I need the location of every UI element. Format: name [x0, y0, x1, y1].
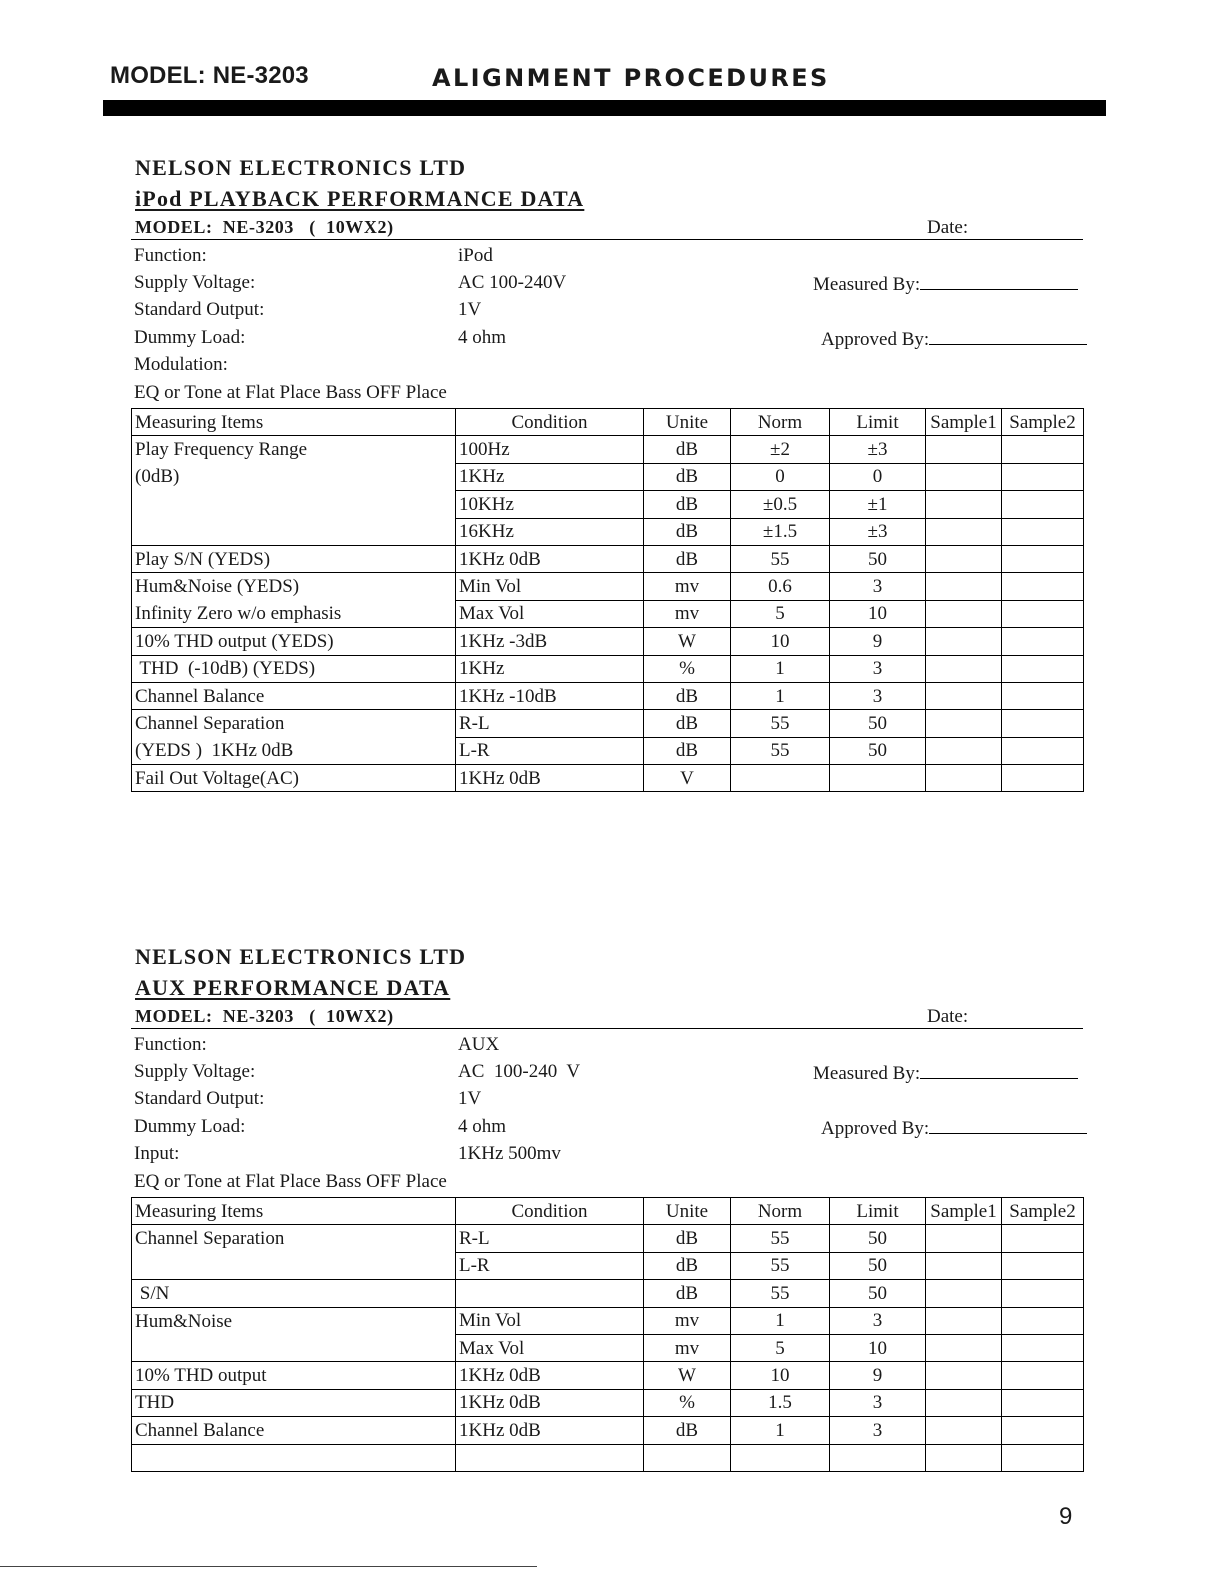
- norm-cell: 55: [731, 545, 830, 572]
- eq-note: EQ or Tone at Flat Place Bass OFF Place: [134, 1171, 447, 1192]
- table-row: [132, 1444, 1084, 1471]
- norm-cell: 55: [731, 1225, 830, 1252]
- item-cell: Play Frequency Range: [132, 436, 456, 463]
- measured-by-label: Measured By:: [813, 274, 921, 295]
- sample1-cell[interactable]: [926, 518, 1002, 545]
- norm-cell: 55: [731, 710, 830, 737]
- column-header: Condition: [456, 1198, 644, 1225]
- date-label: Date:: [927, 1006, 969, 1027]
- approved-by-field: [821, 1116, 1087, 1140]
- unit-cell: dB: [644, 1252, 731, 1279]
- norm-cell: 55: [731, 737, 830, 764]
- item-cell: 10% THD output (YEDS): [132, 628, 456, 655]
- unit-cell: [644, 1444, 731, 1471]
- item-cell: (0dB): [132, 463, 456, 490]
- table-row: [132, 1225, 1084, 1252]
- limit-cell: 50: [830, 1280, 926, 1307]
- limit-cell: ±3: [830, 518, 926, 545]
- measured-by-line: [920, 272, 1078, 290]
- norm-cell: 55: [731, 1252, 830, 1279]
- unit-cell: dB: [644, 518, 731, 545]
- column-header: Sample1: [926, 409, 1002, 436]
- unit-cell: W: [644, 1362, 731, 1389]
- table-row: [132, 1252, 1084, 1279]
- approved-by-field: [821, 327, 1087, 351]
- norm-cell: 1: [731, 682, 830, 709]
- limit-cell: 3: [830, 573, 926, 600]
- approved-by-label: Approved By:: [821, 329, 930, 350]
- sample2-cell[interactable]: [1002, 682, 1084, 709]
- column-header: Condition: [456, 409, 644, 436]
- condition-cell: 1KHz: [456, 655, 644, 682]
- table-row: [132, 1307, 1084, 1334]
- norm-cell: 1: [731, 1417, 830, 1444]
- unit-cell: W: [644, 628, 731, 655]
- unit-cell: mv: [644, 573, 731, 600]
- unit-cell: dB: [644, 463, 731, 490]
- item-cell: S/N: [132, 1280, 456, 1307]
- approved-by-line: [929, 327, 1087, 345]
- condition-cell: 1KHz: [456, 463, 644, 490]
- model-line: MODEL: NE-3203 ( 10WX2): [135, 217, 394, 237]
- info-value: AC 100-240 V: [458, 1061, 581, 1082]
- unit-cell: V: [644, 765, 731, 792]
- table-row: [132, 600, 1084, 627]
- column-header: Sample1: [926, 1198, 1002, 1225]
- table-row: [132, 545, 1084, 572]
- item-cell: THD: [132, 1389, 456, 1416]
- condition-cell: L-R: [456, 737, 644, 764]
- sample2-cell[interactable]: [1002, 436, 1084, 463]
- limit-cell: 10: [830, 600, 926, 627]
- info-value: AC 100-240V: [458, 272, 567, 293]
- condition-cell: 1KHz 0dB: [456, 1389, 644, 1416]
- approved-by-line: [929, 1116, 1087, 1134]
- sample1-cell[interactable]: [926, 1389, 1002, 1416]
- unit-cell: %: [644, 655, 731, 682]
- limit-cell: 3: [830, 655, 926, 682]
- sample2-cell[interactable]: [1002, 491, 1084, 518]
- sample2-cell[interactable]: [1002, 545, 1084, 572]
- sample2-cell[interactable]: [1002, 600, 1084, 627]
- sample2-cell[interactable]: [1002, 1280, 1084, 1307]
- limit-cell: 9: [830, 628, 926, 655]
- measured-by-field: [813, 272, 1078, 296]
- table-row: [132, 491, 1084, 518]
- unit-cell: dB: [644, 1417, 731, 1444]
- table-row: [132, 628, 1084, 655]
- company-name: NELSON ELECTRONICS LTD: [135, 944, 467, 969]
- norm-cell: 5: [731, 1334, 830, 1361]
- sample1-cell[interactable]: [926, 1362, 1002, 1389]
- sample1-cell[interactable]: [926, 1280, 1002, 1307]
- eq-note: EQ or Tone at Flat Place Bass OFF Place: [134, 382, 447, 403]
- sample1-cell[interactable]: [926, 491, 1002, 518]
- unit-cell: dB: [644, 710, 731, 737]
- unit-cell: mv: [644, 1334, 731, 1361]
- sample1-cell[interactable]: [926, 1252, 1002, 1279]
- sample1-cell[interactable]: [926, 573, 1002, 600]
- measured-by-label: Measured By:: [813, 1063, 921, 1084]
- info-label: Supply Voltage:: [134, 272, 256, 293]
- column-header: Limit: [830, 409, 926, 436]
- info-value: AUX: [458, 1034, 500, 1055]
- norm-cell: ±0.5: [731, 491, 830, 518]
- table-row: [132, 765, 1084, 792]
- unit-cell: dB: [644, 545, 731, 572]
- sample1-cell[interactable]: [926, 655, 1002, 682]
- limit-cell: ±1: [830, 491, 926, 518]
- limit-cell: 50: [830, 737, 926, 764]
- table-row: [132, 436, 1084, 463]
- condition-cell: 1KHz 0dB: [456, 1417, 644, 1444]
- info-label: Function:: [134, 245, 207, 266]
- limit-cell: 3: [830, 1417, 926, 1444]
- item-cell: [132, 1444, 456, 1471]
- sample1-cell[interactable]: [926, 545, 1002, 572]
- norm-cell: 10: [731, 1362, 830, 1389]
- info-label: Function:: [134, 1034, 207, 1055]
- condition-cell: Min Vol: [456, 573, 644, 600]
- condition-cell: 1KHz -3dB: [456, 628, 644, 655]
- item-cell: Channel Balance: [132, 1417, 456, 1444]
- sample1-cell[interactable]: [926, 1225, 1002, 1252]
- sample2-cell[interactable]: [1002, 1417, 1084, 1444]
- limit-cell: 9: [830, 1362, 926, 1389]
- condition-cell: R-L: [456, 710, 644, 737]
- item-cell: [132, 1252, 456, 1279]
- unit-cell: dB: [644, 737, 731, 764]
- item-cell: Channel Balance: [132, 682, 456, 709]
- column-header: Sample2: [1002, 409, 1084, 436]
- limit-cell: 50: [830, 1252, 926, 1279]
- column-header: Sample2: [1002, 1198, 1084, 1225]
- sample1-cell[interactable]: [926, 436, 1002, 463]
- table-header-row: [132, 1198, 1084, 1225]
- table-row: [132, 518, 1084, 545]
- condition-cell: L-R: [456, 1252, 644, 1279]
- condition-cell: Max Vol: [456, 600, 644, 627]
- norm-cell: 1: [731, 655, 830, 682]
- sample2-cell[interactable]: [1002, 765, 1084, 792]
- approved-by-label: Approved By:: [821, 1118, 930, 1139]
- sample2-cell[interactable]: [1002, 710, 1084, 737]
- item-cell: THD (-10dB) (YEDS): [132, 655, 456, 682]
- norm-cell: 1: [731, 1307, 830, 1334]
- measured-by-field: [813, 1061, 1078, 1085]
- table-row: [132, 1334, 1084, 1361]
- info-label: Supply Voltage:: [134, 1061, 256, 1082]
- unit-cell: dB: [644, 1280, 731, 1307]
- unit-cell: dB: [644, 682, 731, 709]
- item-cell: [132, 518, 456, 545]
- header-model: MODEL: NE-3203: [110, 62, 309, 89]
- limit-cell: 50: [830, 1225, 926, 1252]
- sample2-cell[interactable]: [1002, 1362, 1084, 1389]
- sample1-cell[interactable]: [926, 682, 1002, 709]
- footer-divider: [0, 1566, 537, 1567]
- sample1-cell[interactable]: [926, 710, 1002, 737]
- condition-cell: [456, 1444, 644, 1471]
- item-cell: Fail Out Voltage(AC): [132, 765, 456, 792]
- limit-cell: 10: [830, 1334, 926, 1361]
- unit-cell: dB: [644, 436, 731, 463]
- table-row: [132, 463, 1084, 490]
- sample2-cell[interactable]: [1002, 1307, 1084, 1334]
- sample2-cell[interactable]: [1002, 628, 1084, 655]
- table-row: [132, 655, 1084, 682]
- sample2-cell[interactable]: [1002, 1225, 1084, 1252]
- limit-cell: 3: [830, 1389, 926, 1416]
- unit-cell: mv: [644, 600, 731, 627]
- sample2-cell[interactable]: [1002, 1389, 1084, 1416]
- sample1-cell[interactable]: [926, 463, 1002, 490]
- sample2-cell[interactable]: [1002, 518, 1084, 545]
- info-label: Modulation:: [134, 354, 228, 375]
- condition-cell: Min Vol: [456, 1307, 644, 1334]
- header-title: ALIGNMENT PROCEDURES: [432, 64, 830, 92]
- sample1-cell[interactable]: [926, 600, 1002, 627]
- limit-cell: 3: [830, 682, 926, 709]
- aux-performance-section: [131, 944, 1083, 1474]
- header-rule: [131, 1028, 1083, 1029]
- aux-data-table: [131, 1197, 1084, 1472]
- condition-cell: 1KHz 0dB: [456, 1362, 644, 1389]
- norm-cell: 0.6: [731, 573, 830, 600]
- info-label: Standard Output:: [134, 1088, 265, 1109]
- table-row: [132, 1280, 1084, 1307]
- section-title: AUX PERFORMANCE DATA: [135, 975, 451, 1000]
- sample1-cell[interactable]: [926, 1307, 1002, 1334]
- item-cell: (YEDS ) 1KHz 0dB: [132, 737, 456, 764]
- info-label: Dummy Load:: [134, 327, 246, 348]
- column-header: Measuring Items: [132, 1198, 456, 1225]
- norm-cell: 5: [731, 600, 830, 627]
- column-header: Norm: [731, 1198, 830, 1225]
- limit-cell: ±3: [830, 436, 926, 463]
- norm-cell: 55: [731, 1280, 830, 1307]
- condition-cell: 16KHz: [456, 518, 644, 545]
- sample2-cell[interactable]: [1002, 1444, 1084, 1471]
- company-name: NELSON ELECTRONICS LTD: [135, 155, 467, 180]
- condition-cell: 1KHz 0dB: [456, 765, 644, 792]
- info-label: Input:: [134, 1143, 180, 1164]
- ipod-performance-section: [131, 155, 1083, 795]
- condition-cell: 1KHz -10dB: [456, 682, 644, 709]
- date-label: Date:: [927, 217, 969, 238]
- info-value: 4 ohm: [458, 1116, 507, 1137]
- column-header: Measuring Items: [132, 409, 456, 436]
- item-cell: 10% THD output: [132, 1362, 456, 1389]
- page-number: 9: [1059, 1503, 1073, 1530]
- sample2-cell[interactable]: [1002, 1334, 1084, 1361]
- sample1-cell[interactable]: [926, 1417, 1002, 1444]
- item-cell: Infinity Zero w/o emphasis: [132, 600, 456, 627]
- table-row: [132, 710, 1084, 737]
- norm-cell: 1.5: [731, 1389, 830, 1416]
- norm-cell: [731, 1444, 830, 1471]
- table-row: [132, 1362, 1084, 1389]
- condition-cell: R-L: [456, 1225, 644, 1252]
- condition-cell: 100Hz: [456, 436, 644, 463]
- table-row: [132, 737, 1084, 764]
- sample1-cell[interactable]: [926, 765, 1002, 792]
- table-row: [132, 682, 1084, 709]
- info-value: 1V: [458, 299, 482, 320]
- info-value: 4 ohm: [458, 327, 507, 348]
- table-row: [132, 1389, 1084, 1416]
- item-cell: Channel Separation: [132, 1225, 456, 1252]
- column-header: Unite: [644, 409, 731, 436]
- info-value: 1V: [458, 1088, 482, 1109]
- unit-cell: %: [644, 1389, 731, 1416]
- limit-cell: 50: [830, 545, 926, 572]
- sample2-cell[interactable]: [1002, 463, 1084, 490]
- table-row: [132, 1417, 1084, 1444]
- header-divider-bar: [103, 100, 1106, 116]
- item-cell: [132, 491, 456, 518]
- info-label: Dummy Load:: [134, 1116, 246, 1137]
- info-value: iPod: [458, 245, 493, 266]
- column-header: Limit: [830, 1198, 926, 1225]
- column-header: Norm: [731, 409, 830, 436]
- unit-cell: dB: [644, 491, 731, 518]
- norm-cell: [731, 765, 830, 792]
- info-label: Standard Output:: [134, 299, 265, 320]
- condition-cell: Max Vol: [456, 1334, 644, 1361]
- sample1-cell[interactable]: [926, 737, 1002, 764]
- norm-cell: 10: [731, 628, 830, 655]
- sample2-cell[interactable]: [1002, 655, 1084, 682]
- section-title: iPod PLAYBACK PERFORMANCE DATA: [135, 186, 585, 211]
- limit-cell: 0: [830, 463, 926, 490]
- item-cell: Hum&Noise: [132, 1307, 456, 1334]
- table-row: [132, 573, 1084, 600]
- limit-cell: 50: [830, 710, 926, 737]
- sample2-cell[interactable]: [1002, 737, 1084, 764]
- sample1-cell[interactable]: [926, 628, 1002, 655]
- condition-cell: 1KHz 0dB: [456, 545, 644, 572]
- limit-cell: 3: [830, 1307, 926, 1334]
- item-cell: [132, 1334, 456, 1361]
- sample1-cell[interactable]: [926, 1444, 1002, 1471]
- norm-cell: ±1.5: [731, 518, 830, 545]
- model-line: MODEL: NE-3203 ( 10WX2): [135, 1006, 394, 1026]
- sample2-cell[interactable]: [1002, 573, 1084, 600]
- unit-cell: dB: [644, 1225, 731, 1252]
- header-rule: [131, 239, 1083, 240]
- limit-cell: [830, 1444, 926, 1471]
- sample1-cell[interactable]: [926, 1334, 1002, 1361]
- info-value: 1KHz 500mv: [458, 1143, 561, 1164]
- limit-cell: [830, 765, 926, 792]
- table-header-row: [132, 409, 1084, 436]
- condition-cell: 10KHz: [456, 491, 644, 518]
- measured-by-line: [920, 1061, 1078, 1079]
- item-cell: Hum&Noise (YEDS): [132, 573, 456, 600]
- ipod-data-table: [131, 408, 1084, 792]
- norm-cell: 0: [731, 463, 830, 490]
- unit-cell: mv: [644, 1307, 731, 1334]
- item-cell: Channel Separation: [132, 710, 456, 737]
- condition-cell: [456, 1280, 644, 1307]
- sample2-cell[interactable]: [1002, 1252, 1084, 1279]
- column-header: Unite: [644, 1198, 731, 1225]
- item-cell: Play S/N (YEDS): [132, 545, 456, 572]
- norm-cell: ±2: [731, 436, 830, 463]
